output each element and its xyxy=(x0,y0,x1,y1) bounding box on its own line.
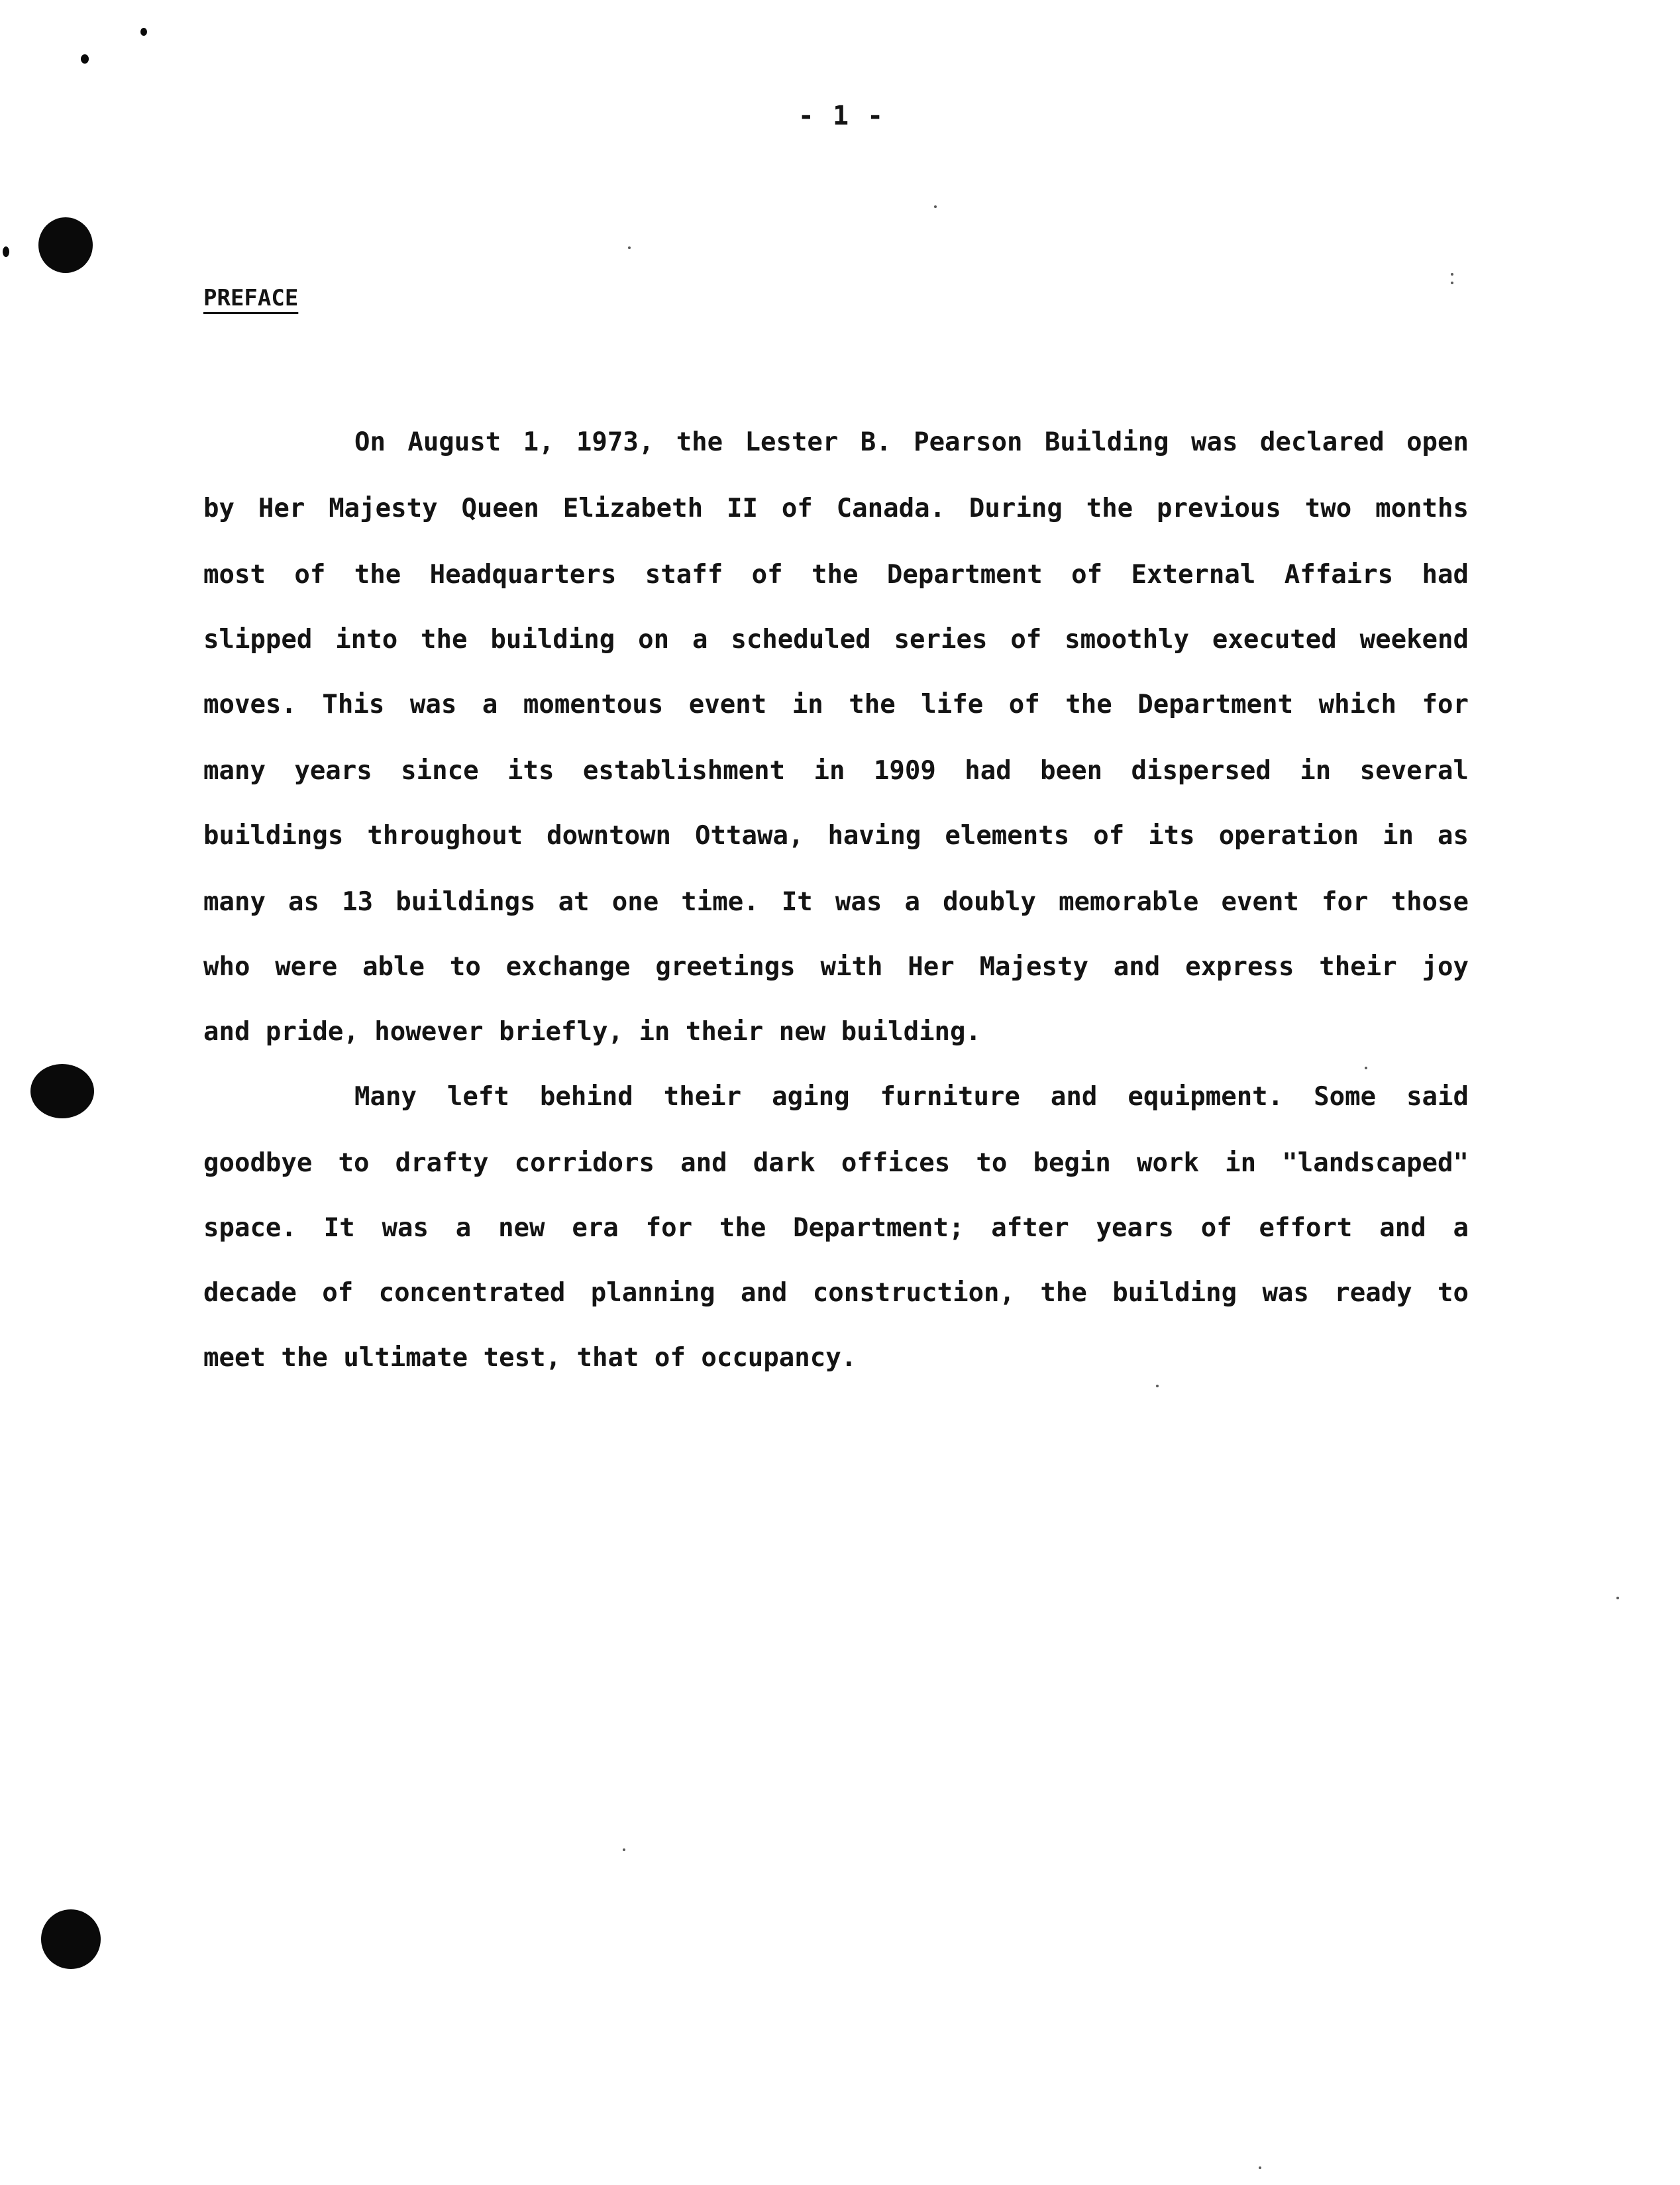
scan-speck xyxy=(628,246,631,249)
text-line: slipped into the building on a scheduled series of smoothly executed weekend xyxy=(203,625,1469,655)
punch-hole-top xyxy=(38,217,93,273)
punch-hole-middle xyxy=(30,1064,94,1118)
text-line: who were able to exchange greetings with Her Majesty and express their joy xyxy=(203,952,1469,982)
text-line: space. It was a new era for the Department; after years of effort and a xyxy=(203,1213,1469,1243)
section-heading: PREFACE xyxy=(203,285,299,311)
scan-speck xyxy=(1616,1597,1619,1599)
text-line: decade of concentrated planning and construction, the building was ready to xyxy=(203,1278,1469,1308)
punch-hole-bottom xyxy=(41,1909,101,1969)
text-line: goodbye to drafty corridors and dark offices to begin work in "landscaped" xyxy=(203,1148,1469,1178)
text-line: moves. This was a momentous event in the life of the Department which for xyxy=(203,690,1469,719)
scan-mark xyxy=(140,28,147,36)
scan-speck xyxy=(1156,1385,1159,1387)
text-line: most of the Headquarters staff of the Department of External Affairs had xyxy=(203,560,1469,590)
scan-speck xyxy=(1365,1067,1367,1069)
scan-mark xyxy=(81,54,89,64)
text-line: and pride, however briefly, in their new building. xyxy=(203,1017,981,1047)
scan-speck xyxy=(1259,2166,1261,2169)
scan-mark xyxy=(3,246,9,257)
text-line: On August 1, 1973, the Lester B. Pearson Building was declared open xyxy=(354,427,1469,457)
text-line: Many left behind their aging furniture and equipment. Some said xyxy=(354,1082,1469,1112)
text-line: meet the ultimate test, that of occupancy. xyxy=(203,1343,857,1373)
text-line: many years since its establishment in 1909 had been dispersed in several xyxy=(203,756,1469,786)
scan-speck xyxy=(623,1848,625,1851)
scan-speck xyxy=(1451,273,1453,276)
text-line: buildings throughout downtown Ottawa, having elements of its operation in as xyxy=(203,821,1469,851)
text-line: by Her Majesty Queen Elizabeth II of Canada. During the previous two months xyxy=(203,494,1469,523)
page-number: - 1 - xyxy=(798,101,885,131)
scan-speck xyxy=(934,205,937,208)
scan-speck xyxy=(1451,282,1453,284)
text-line: many as 13 buildings at one time. It was a doubly memorable event for those xyxy=(203,887,1469,917)
